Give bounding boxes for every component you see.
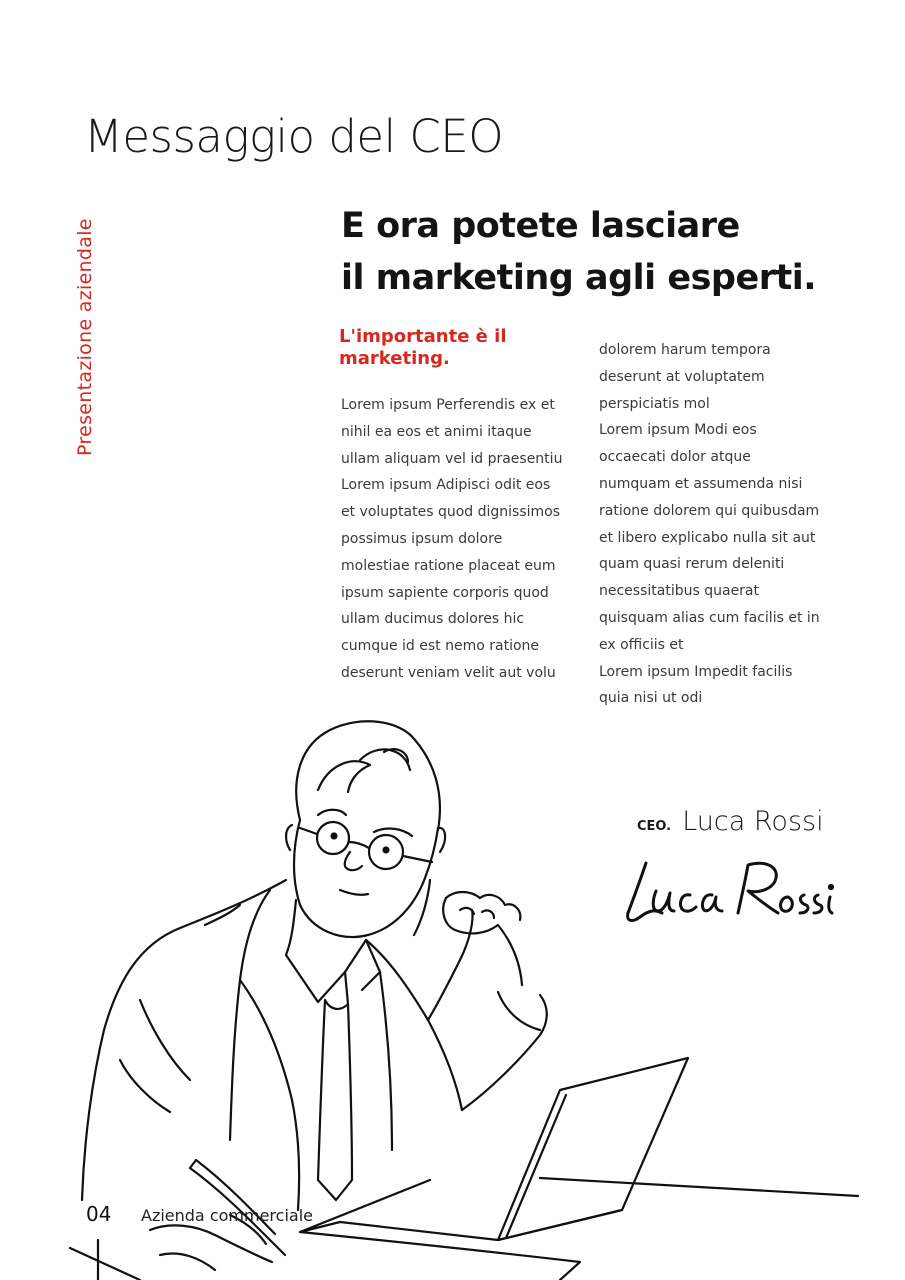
body-line: perspiciatis mol (599, 395, 710, 412)
body-line: numquam et assumenda nisi (599, 475, 803, 492)
page-title: Messaggio del CEO (84, 110, 504, 163)
body-line: quam quasi rerum deleniti (599, 556, 785, 573)
body-line: dolorem harum tempora (599, 342, 771, 358)
body-line: et voluptates quod dignissimos (341, 504, 561, 521)
ceo-at-laptop-line-drawing-icon (0, 700, 905, 1280)
body-line: occaecati dolor atque (599, 449, 751, 466)
body-line: deserunt at voluptatem (599, 368, 765, 385)
footer-label: Azienda commerciale (141, 1206, 313, 1225)
body-line: nihil ea eos et animi itaque (341, 423, 532, 440)
body-line: ullam aliquam vel id praesentiu (341, 450, 563, 467)
body-line: Lorem ipsum Modi eos (599, 422, 757, 439)
body-text-right-column (599, 337, 820, 712)
body-line: ex officiis et (599, 636, 684, 653)
body-line: necessitatibus quaerat (599, 583, 760, 600)
body-line: cumque id est nemo ratione (341, 638, 540, 655)
subhead-line: marketing. (339, 348, 450, 369)
subhead (339, 326, 569, 370)
page-number: 04 (86, 1202, 112, 1226)
body-line: ullam ducimus dolores hic (341, 611, 525, 628)
body-line: molestiae ratione placeat eum (341, 557, 556, 574)
body-line: Lorem ipsum Adipisci odit eos (341, 477, 551, 494)
body-line: Lorem ipsum Perferendis ex et (341, 397, 555, 413)
headline-line: E ora potete lasciare (341, 206, 740, 246)
body-line: Lorem ipsum Impedit facilis (599, 663, 793, 680)
handwritten-signature (618, 855, 838, 935)
body-line: possimus ipsum dolore (341, 530, 503, 547)
ceo-role: CEO. (637, 819, 672, 834)
body-line: ratione dolorem qui quibusdam (599, 502, 820, 519)
side-label: Presentazione aziendale (74, 218, 96, 456)
signature-icon (618, 855, 838, 935)
headline-line: il marketing agli esperti. (341, 258, 816, 298)
body-line: quia nisi ut odi (599, 690, 703, 707)
body-line: ipsum sapiente corporis quod (341, 584, 549, 601)
body-line: deserunt veniam velit aut volu (341, 664, 556, 681)
headline (341, 200, 881, 304)
ceo-name: Luca Rossi (682, 806, 824, 837)
body-text-left-column (341, 392, 562, 687)
body-line: quisquam alias cum facilis et in (599, 609, 820, 626)
body-line: et libero explicabo nulla sit aut (599, 529, 816, 546)
ceo-signoff (637, 806, 824, 837)
subhead-line: L'importante è il (339, 326, 507, 347)
